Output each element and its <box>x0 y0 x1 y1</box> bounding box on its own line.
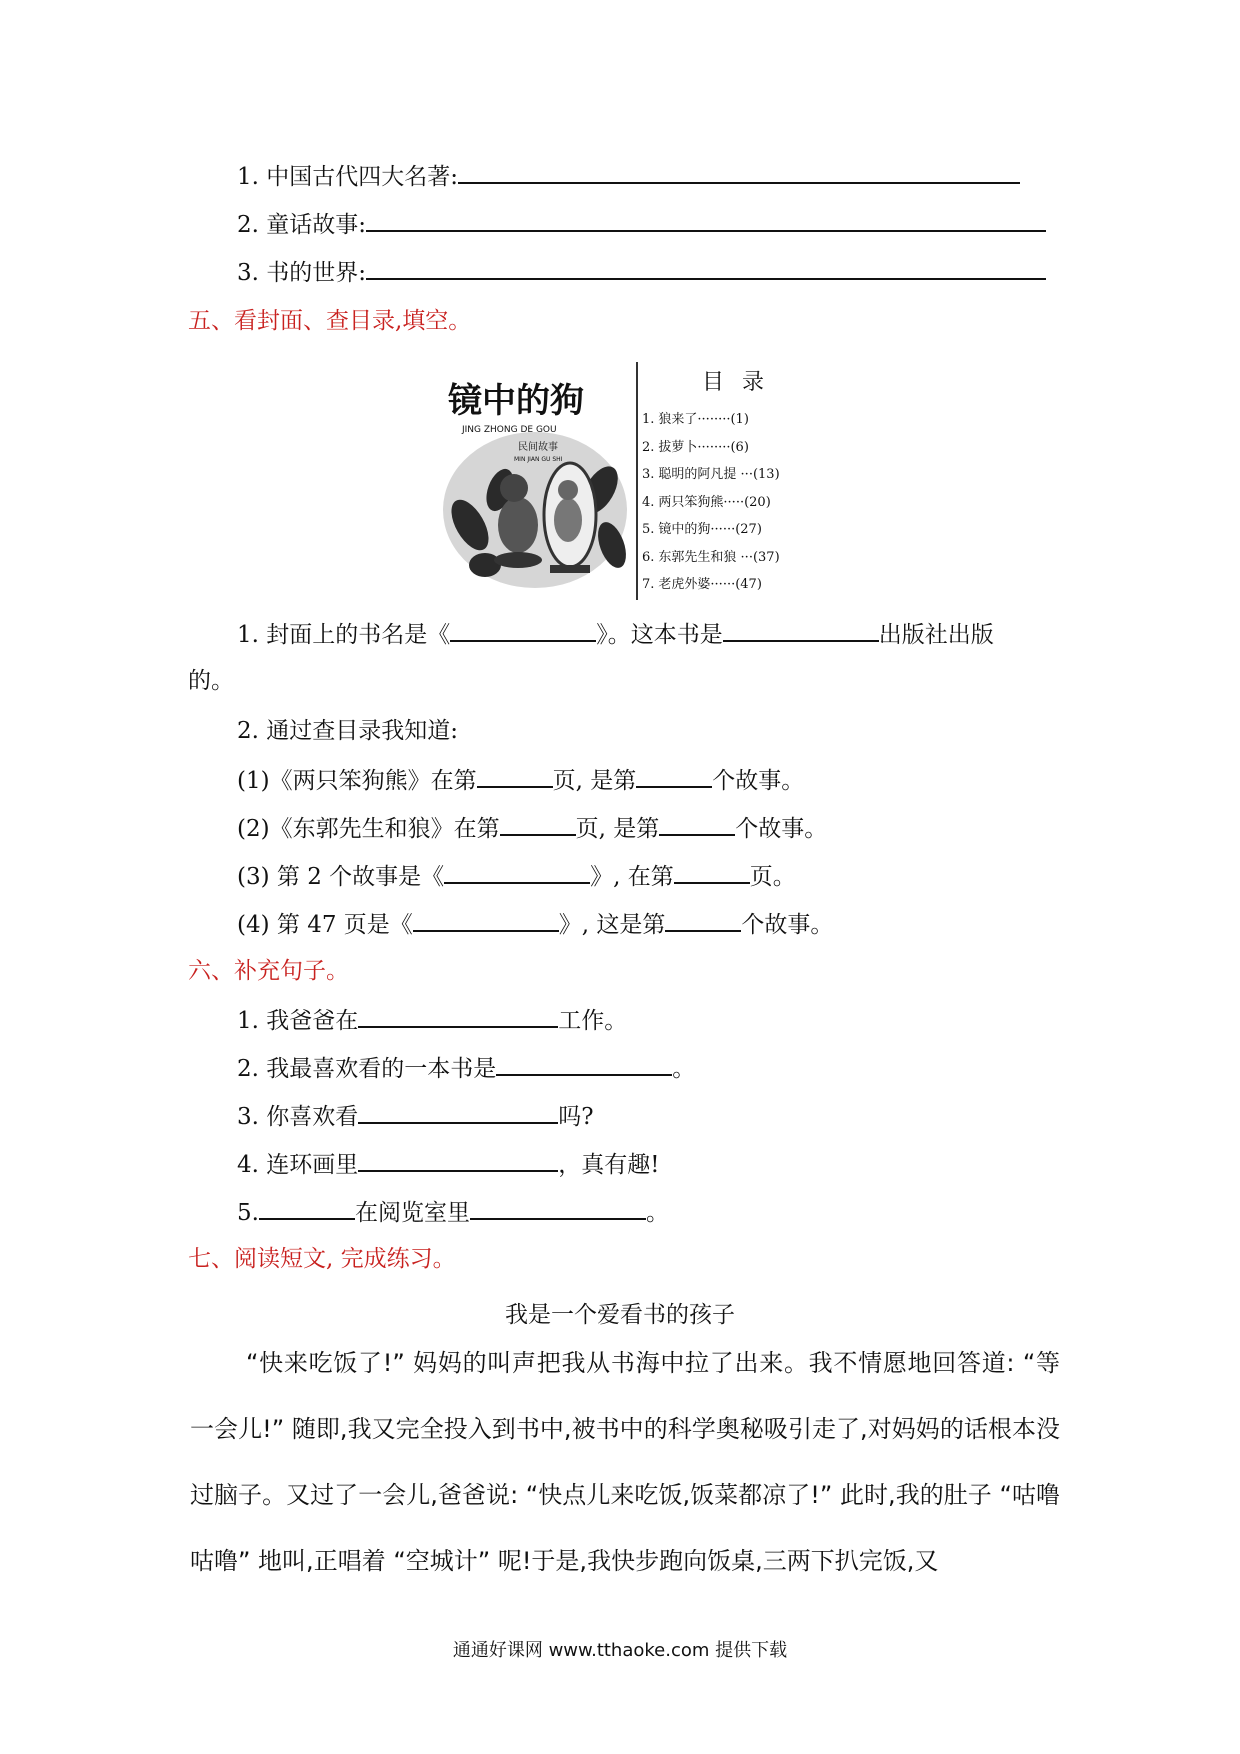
s5-q2: 2. 通过查目录我知道: <box>237 718 459 744</box>
s6-s2-text-b: 。 <box>672 1056 696 1082</box>
s6-s5-text-b: 在阅览室里 <box>354 1200 470 1226</box>
passage-paragraph: “快来吃饭了!” 妈妈的叫声把我从书海中拉了出来。我不情愿地回答道: “等一会儿!” 随即,我又完全投入到书中,被书中的科学奥秘吸引走了,对妈妈的话根本没过脑子。又过了一会儿,爸爸说: “快点儿来吃饭,饭菜都凉了!” 此时,我的肚子 “咕噜咕噜” 地叫,正唱着 “空城计” 呢!于是,我快步跑向饭桌,三两下扒完饭,又 <box>190 1349 1060 1575</box>
toc-list <box>642 406 842 599</box>
answer-blank[interactable] <box>366 208 1046 232</box>
toc-item-name: 狼来了 <box>658 412 698 427</box>
reading-passage <box>190 1330 1060 1594</box>
toc-item-name: 镜中的狗 <box>658 522 711 537</box>
s5-q2-1-text-b: 页, 是第 <box>552 768 637 794</box>
s5-q2-3-text-b: 》, 在第 <box>590 864 674 890</box>
toc-item <box>642 516 842 544</box>
s6-s2 <box>237 1052 695 1084</box>
s6-s4-text-b: ，真有趣! <box>558 1152 660 1178</box>
toc-item-page: (27) <box>735 522 762 537</box>
toc-item <box>642 489 842 517</box>
s6-s5 <box>237 1196 669 1228</box>
s4-item-1-label: 1. 中国古代四大名著: <box>237 164 459 190</box>
s6-s4 <box>237 1148 660 1180</box>
s5-q2-2 <box>237 812 827 844</box>
answer-blank[interactable] <box>358 1100 558 1124</box>
toc-item-num: 7. <box>642 577 655 592</box>
answer-blank[interactable] <box>358 1004 558 1028</box>
s6-s3-text-b: 吗? <box>558 1104 594 1130</box>
s6-s4-text-a: 4. 连环画里 <box>237 1152 359 1178</box>
answer-blank[interactable] <box>496 1052 672 1076</box>
toc-item-num: 5. <box>642 522 655 537</box>
s5-q2-3-text-a: (3) 第 2 个故事是《 <box>237 864 445 890</box>
s5-q1-cont: 的。 <box>188 668 234 694</box>
toc-item-page: (47) <box>735 577 762 592</box>
answer-blank[interactable] <box>723 618 879 642</box>
answer-blank[interactable] <box>444 860 590 884</box>
s5-q2-4-text-c: 个故事。 <box>741 912 834 938</box>
s5-q2-1 <box>237 764 804 796</box>
toc-item <box>642 571 842 599</box>
toc-item-num: 2. <box>642 439 655 455</box>
s5-q2-2-text-c: 个故事。 <box>735 816 828 842</box>
answer-blank[interactable] <box>450 618 596 642</box>
cover-toc-divider <box>636 362 638 600</box>
s5-q2-2-text-b: 页, 是第 <box>575 816 660 842</box>
toc-item-page: (37) <box>752 549 780 565</box>
toc-item-name: 聪明的阿凡提 <box>658 467 737 482</box>
answer-blank[interactable] <box>366 256 1046 280</box>
toc-item <box>642 434 842 462</box>
toc-item-page: (13) <box>752 467 780 482</box>
s5-q1-text-c: 出版社出版 <box>878 622 994 648</box>
s5-q1-text-b: 》。这本书是 <box>596 622 723 648</box>
toc-item <box>642 461 842 489</box>
s4-item-1 <box>237 160 1020 192</box>
answer-blank[interactable] <box>458 160 1020 184</box>
toc-item-page: (1) <box>730 412 749 427</box>
passage-title: 我是一个爱看书的孩子 <box>505 1302 735 1328</box>
toc-item <box>642 406 842 434</box>
s5-q1 <box>237 618 994 650</box>
section7-heading: 七、阅读短文, 完成练习。 <box>188 1246 456 1272</box>
s5-q2-3 <box>237 860 796 892</box>
s5-q2-4 <box>237 908 833 940</box>
s6-s2-text-a: 2. 我最喜欢看的一本书是 <box>237 1056 497 1082</box>
toc-item-num: 3. <box>642 467 655 482</box>
toc-item-name: 老虎外婆 <box>658 577 711 592</box>
table-of-contents <box>642 365 842 599</box>
answer-blank[interactable] <box>659 812 735 836</box>
toc-item-name: 拔萝卜 <box>658 439 698 455</box>
toc-item-num: 1. <box>642 412 655 427</box>
s6-s5-text-a: 5. <box>237 1200 259 1226</box>
answer-blank[interactable] <box>477 764 553 788</box>
cover-title: 镜中的狗 <box>448 381 584 421</box>
s6-s5-text-c: 。 <box>645 1200 669 1226</box>
answer-blank[interactable] <box>636 764 712 788</box>
toc-item-page: (6) <box>730 439 749 455</box>
toc-item-num: 6. <box>642 549 655 565</box>
s5-q2-3-text-c: 页。 <box>749 864 796 890</box>
toc-item-dots: ······ <box>710 577 736 592</box>
toc-item-num: 4. <box>642 494 655 510</box>
answer-blank[interactable] <box>259 1196 355 1220</box>
toc-item-dots: ··· <box>736 549 753 565</box>
toc-item-name: 东郭先生和狼 <box>658 549 737 565</box>
s5-q1-text-a: 1. 封面上的书名是《 <box>237 622 451 648</box>
toc-item-dots: ········ <box>697 439 731 455</box>
toc-item-page: (20) <box>744 494 771 510</box>
footer-watermark: 通通好课网 www.tthaoke.com 提供下载 <box>452 1640 788 1661</box>
s5-q2-1-text-a: (1)《两只笨狗熊》在第 <box>237 768 477 794</box>
s6-s3 <box>237 1100 594 1132</box>
s6-s1-text-a: 1. 我爸爸在 <box>237 1008 359 1034</box>
answer-blank[interactable] <box>674 860 750 884</box>
section6-heading: 六、补充句子。 <box>188 958 349 984</box>
s6-s1-text-b: 工作。 <box>558 1008 628 1034</box>
cover-category: 民间故事 <box>518 442 558 453</box>
s4-item-3-label: 3. 书的世界: <box>237 260 367 286</box>
cover-pinyin: JING ZHONG DE GOU <box>462 425 557 435</box>
answer-blank[interactable] <box>470 1196 646 1220</box>
toc-item-dots: ····· <box>723 494 745 510</box>
section5-heading: 五、看封面、查目录,填空。 <box>188 308 472 334</box>
toc-item <box>642 544 842 572</box>
s6-s3-text-a: 3. 你喜欢看 <box>237 1104 359 1130</box>
toc-item-dots: ······ <box>710 522 736 537</box>
toc-item-name: 两只笨狗熊 <box>658 494 724 510</box>
s4-item-2-label: 2. 童话故事: <box>237 212 367 238</box>
s5-q2-4-text-b: 》, 这是第 <box>558 912 666 938</box>
toc-item-dots: ··· <box>736 467 753 482</box>
s4-item-2 <box>237 208 1046 240</box>
s5-q2-4-text-a: (4) 第 47 页是《 <box>237 912 413 938</box>
cover-category-pinyin: MIN JIAN GU SHI <box>514 456 563 463</box>
toc-item-dots: ········ <box>697 412 731 427</box>
s4-item-3 <box>237 256 1046 288</box>
answer-blank[interactable] <box>413 908 559 932</box>
toc-title: 目录 <box>701 370 782 395</box>
answer-blank[interactable] <box>358 1148 558 1172</box>
answer-blank[interactable] <box>665 908 741 932</box>
s5-q2-2-text-a: (2)《东郭先生和狼》在第 <box>237 816 500 842</box>
s5-q2-1-text-c: 个故事。 <box>712 768 805 794</box>
answer-blank[interactable] <box>500 812 576 836</box>
s6-s1 <box>237 1004 627 1036</box>
